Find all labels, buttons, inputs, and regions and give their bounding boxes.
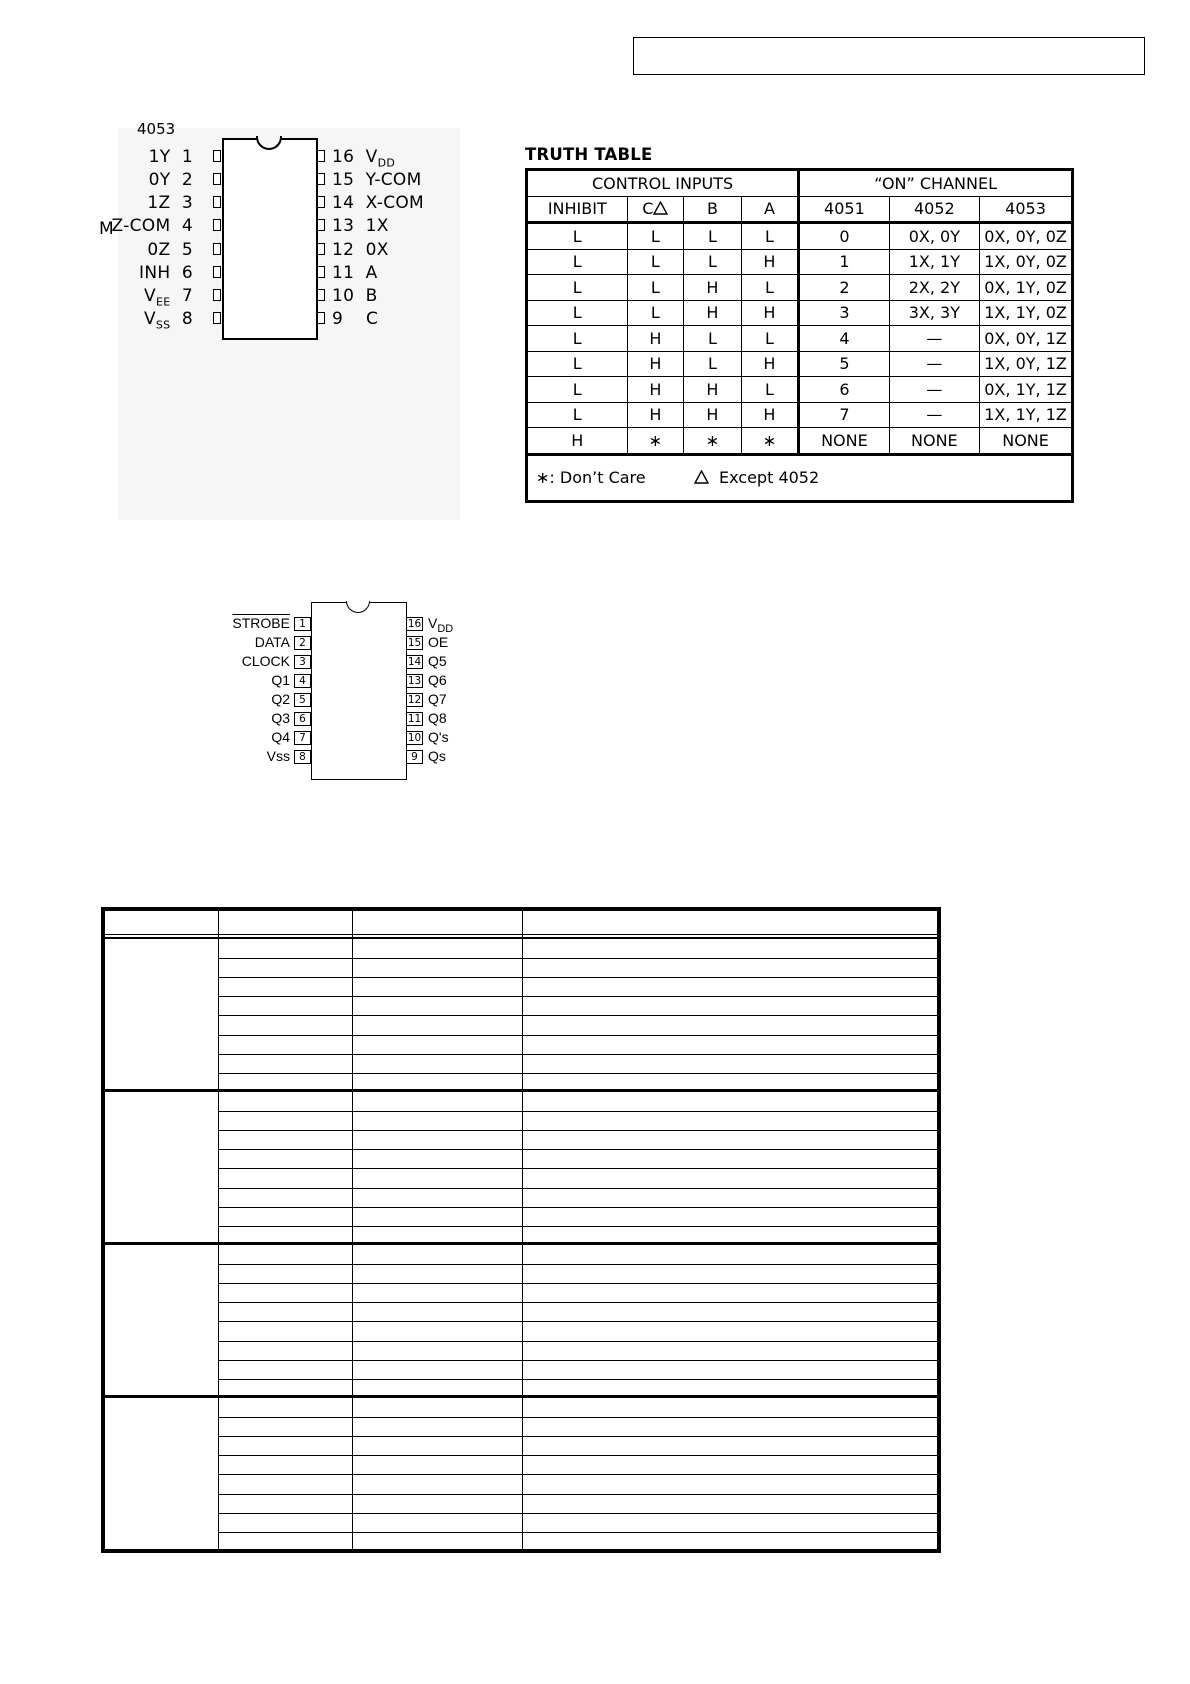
grid-row-line xyxy=(218,1054,937,1055)
cell: H xyxy=(684,402,742,428)
sr-right-pin-15: OE xyxy=(428,634,449,650)
cell: L xyxy=(527,300,628,326)
cell: 0X, 1Y, 0Z xyxy=(980,275,1073,301)
cell: L xyxy=(527,377,628,403)
col-4052: 4052 xyxy=(889,196,979,223)
pin-stub xyxy=(213,219,221,231)
pin-stub xyxy=(213,196,221,208)
cell: L xyxy=(627,300,684,326)
cell: 4 xyxy=(799,326,889,352)
cell: L xyxy=(527,249,628,275)
grid-header-line xyxy=(105,937,937,939)
pin-number: 10 xyxy=(407,732,422,744)
grid-row-line xyxy=(218,977,937,978)
grid-row-line xyxy=(218,1264,937,1265)
cell: L xyxy=(741,275,799,301)
mux-right-pin-15: 15 Y-COM xyxy=(332,170,422,190)
pin-stub xyxy=(317,196,325,208)
mux-left-pin-4: Z-COM 4 xyxy=(111,216,193,236)
sr-right-pin-13: Q6 xyxy=(428,672,447,688)
pin-stub xyxy=(317,266,325,278)
pin-number: 14 xyxy=(407,656,422,668)
grid-row-line xyxy=(218,1168,937,1169)
grid-row-line xyxy=(218,1321,937,1322)
cell: 2 xyxy=(799,275,889,301)
sr-left-pin-1: STROBE xyxy=(232,615,290,631)
mux-right-pin-9: 9 C xyxy=(332,309,379,329)
cell: 3X, 3Y xyxy=(889,300,979,326)
grid-row-line xyxy=(218,1513,937,1514)
pin-number: 8 xyxy=(294,750,311,764)
grid-row-line xyxy=(218,1188,937,1189)
cell: 1X, 1Y, 0Z xyxy=(980,300,1073,326)
header-box xyxy=(633,37,1145,75)
grid-column-line xyxy=(218,911,219,1549)
pin-stub xyxy=(317,312,325,324)
cell: L xyxy=(627,275,684,301)
cell: 5 xyxy=(799,351,889,377)
pin-number: 4 xyxy=(294,674,311,688)
cell: H xyxy=(627,402,684,428)
grid-row-line xyxy=(218,1111,937,1112)
mux-right-pin-16: 16 $V_{DD}$ xyxy=(332,147,396,170)
cell: H xyxy=(627,377,684,403)
cell: 0X, 0Y xyxy=(889,223,979,250)
truth-table-title: TRUTH TABLE xyxy=(525,145,653,164)
cell: 1X, 1Y xyxy=(889,249,979,275)
pin-stub xyxy=(317,150,325,162)
mux-left-pin-3: 1Z 3 xyxy=(147,193,193,213)
pin-number: 13 xyxy=(407,675,422,687)
table-header-group-row xyxy=(527,170,1073,197)
sr-left-pin-2: DATA xyxy=(254,634,290,650)
cell: ∗ xyxy=(741,428,799,455)
cell: L xyxy=(684,249,742,275)
cell: — xyxy=(889,402,979,428)
col-b: B xyxy=(684,196,742,223)
cell: 1 xyxy=(799,249,889,275)
grid-row-line xyxy=(218,1302,937,1303)
table-row xyxy=(527,300,1073,326)
pin-stub xyxy=(213,243,221,255)
cell: 0X, 0Y, 1Z xyxy=(980,326,1073,352)
sr-right-pin-12: Q7 xyxy=(428,691,447,707)
table-row xyxy=(527,351,1073,377)
grid-row-line xyxy=(218,958,937,959)
col-a: A xyxy=(741,196,799,223)
grid-row-line xyxy=(218,1130,937,1131)
footnote xyxy=(527,454,1073,501)
grid-row-line xyxy=(218,1379,937,1380)
pin-number: 3 xyxy=(294,655,311,669)
grid-row-line xyxy=(218,1360,937,1361)
cell: H xyxy=(527,428,628,455)
col-c: C xyxy=(627,196,684,223)
table-row xyxy=(527,275,1073,301)
pin-number: 11 xyxy=(407,713,422,725)
pin-number: 6 xyxy=(294,712,311,726)
blank-grid-table xyxy=(101,907,941,1553)
pin-stub xyxy=(317,173,325,185)
cell: L xyxy=(741,223,799,250)
grid-row-line xyxy=(218,1532,937,1533)
grid-row-line xyxy=(218,1436,937,1437)
cell: L xyxy=(527,402,628,428)
pin-stub xyxy=(317,219,325,231)
mux-right-pin-11: 11 A xyxy=(332,263,378,283)
table-footnote-row xyxy=(527,454,1073,501)
cell: 2X, 2Y xyxy=(889,275,979,301)
cell: ∗ xyxy=(627,428,684,455)
pin-stub xyxy=(317,243,325,255)
pin-number: 12 xyxy=(407,694,422,706)
grid-row-line xyxy=(218,1474,937,1475)
cell: — xyxy=(889,326,979,352)
header-control-inputs: CONTROL INPUTS xyxy=(527,170,799,197)
grid-header-line xyxy=(105,934,937,935)
mux-right-pin-12: 12 0X xyxy=(332,240,389,260)
sr-left-pin-4: Q1 xyxy=(271,672,290,688)
mux-right-pin-14: 14 X-COM xyxy=(332,193,425,213)
grid-row-line xyxy=(218,1207,937,1208)
pin-stub xyxy=(317,289,325,301)
grid-row-line xyxy=(218,1341,937,1342)
grid-group-divider xyxy=(105,1242,937,1245)
mux-right-pin-10: 10 B xyxy=(332,286,378,306)
sr-right-pin-10: Q's xyxy=(428,729,449,745)
sr-left-pin-6: Q3 xyxy=(271,710,290,726)
grid-row-line xyxy=(218,1417,937,1418)
grid-row-line xyxy=(218,996,937,997)
sr-right-pin-16: $V_{DD}$ xyxy=(428,615,454,635)
pin-number: 1 xyxy=(294,617,311,631)
cut-off-text: M xyxy=(99,219,114,239)
pin-stub xyxy=(213,150,221,162)
cell: H xyxy=(627,326,684,352)
sr-left-pin-8: Vss xyxy=(266,748,290,764)
ic-body-4053 xyxy=(222,138,318,340)
cell: 1X, 0Y, 1Z xyxy=(980,351,1073,377)
pin-stub xyxy=(213,173,221,185)
cell: H xyxy=(741,351,799,377)
cell: 1X, 1Y, 1Z xyxy=(980,402,1073,428)
cell: 1X, 0Y, 0Z xyxy=(980,249,1073,275)
sr-left-pin-7: Q4 xyxy=(271,729,290,745)
cell: 7 xyxy=(799,402,889,428)
mux-left-pin-1: 1Y 1 xyxy=(148,147,193,167)
ic-body-shift-register xyxy=(311,602,407,780)
table-row xyxy=(527,377,1073,403)
cell: L xyxy=(684,351,742,377)
cell: ∗ xyxy=(684,428,742,455)
table-row xyxy=(527,223,1073,250)
pin-stub xyxy=(213,289,221,301)
mux-right-pin-13: 13 1X xyxy=(332,216,389,236)
sr-left-pin-5: Q2 xyxy=(271,691,290,707)
pin-number: 16 xyxy=(407,618,422,630)
pin-stub xyxy=(213,312,221,324)
cell: L xyxy=(741,326,799,352)
cell: L xyxy=(741,377,799,403)
cell: NONE xyxy=(980,428,1073,455)
cell: H xyxy=(627,351,684,377)
col-inhibit: INHIBIT xyxy=(527,196,628,223)
table-row xyxy=(527,326,1073,352)
cell: L xyxy=(684,326,742,352)
table-row xyxy=(527,402,1073,428)
table-header-row xyxy=(527,196,1073,223)
pin-number: 7 xyxy=(294,731,311,745)
cell: L xyxy=(527,326,628,352)
pin-number: 5 xyxy=(294,693,311,707)
mux-left-pin-5: 0Z 5 xyxy=(147,240,193,260)
cell: H xyxy=(741,249,799,275)
cell: L xyxy=(527,351,628,377)
cell: L xyxy=(684,223,742,250)
cell: NONE xyxy=(799,428,889,455)
cell: L xyxy=(527,275,628,301)
cell: L xyxy=(527,223,628,250)
cell: 0X, 1Y, 1Z xyxy=(980,377,1073,403)
mux-left-pin-8: $V_{SS}$ 8 xyxy=(143,309,193,332)
col-4051: 4051 xyxy=(799,196,889,223)
cell: L xyxy=(627,223,684,250)
pin-number: 2 xyxy=(294,636,311,650)
col-4053: 4053 xyxy=(980,196,1073,223)
grid-row-line xyxy=(218,1283,937,1284)
grid-row-line xyxy=(218,1015,937,1016)
mux-left-pin-7: $V_{EE}$ 7 xyxy=(144,286,193,309)
sr-left-pin-3: CLOCK xyxy=(241,653,290,669)
sr-right-pin-11: Q8 xyxy=(428,710,447,726)
pin-number: 15 xyxy=(407,637,422,649)
cell: H xyxy=(684,275,742,301)
grid-row-line xyxy=(218,1073,937,1074)
triangle-icon xyxy=(653,201,668,215)
grid-row-line xyxy=(218,1035,937,1036)
triangle-icon xyxy=(694,470,709,484)
grid-column-line xyxy=(522,911,523,1549)
grid-column-line xyxy=(352,911,353,1549)
cell: NONE xyxy=(889,428,979,455)
grid-row-line xyxy=(218,1149,937,1150)
cell: 0X, 0Y, 0Z xyxy=(980,223,1073,250)
sr-right-pin-14: Q5 xyxy=(428,653,447,669)
grid-group-divider xyxy=(105,1089,937,1092)
grid-group-divider xyxy=(105,1395,937,1398)
pin-number: 9 xyxy=(406,750,423,764)
cell: 6 xyxy=(799,377,889,403)
cell: H xyxy=(741,300,799,326)
cell: 0 xyxy=(799,223,889,250)
cell: H xyxy=(684,300,742,326)
sr-right-pin-9: Qs xyxy=(428,748,446,764)
cell: — xyxy=(889,377,979,403)
grid-row-line xyxy=(218,1455,937,1456)
cell: 3 xyxy=(799,300,889,326)
table-row xyxy=(527,428,1073,455)
cell: H xyxy=(684,377,742,403)
truth-table xyxy=(525,168,1074,503)
grid-row-line xyxy=(218,1494,937,1495)
table-row xyxy=(527,249,1073,275)
cell: H xyxy=(741,402,799,428)
header-on-channel: “ON” CHANNEL xyxy=(799,170,1073,197)
cell: L xyxy=(627,249,684,275)
cell: — xyxy=(889,351,979,377)
mux-left-pin-6: INH 6 xyxy=(139,263,193,283)
grid-row-line xyxy=(218,1226,937,1227)
pin-stub xyxy=(213,266,221,278)
footnote-dont-care: ∗: Don’t Care xyxy=(536,468,646,487)
chip-label: 4053 xyxy=(137,120,176,138)
mux-left-pin-2: 0Y 2 xyxy=(148,170,193,190)
footnote-except: Except 4052 xyxy=(718,468,820,487)
